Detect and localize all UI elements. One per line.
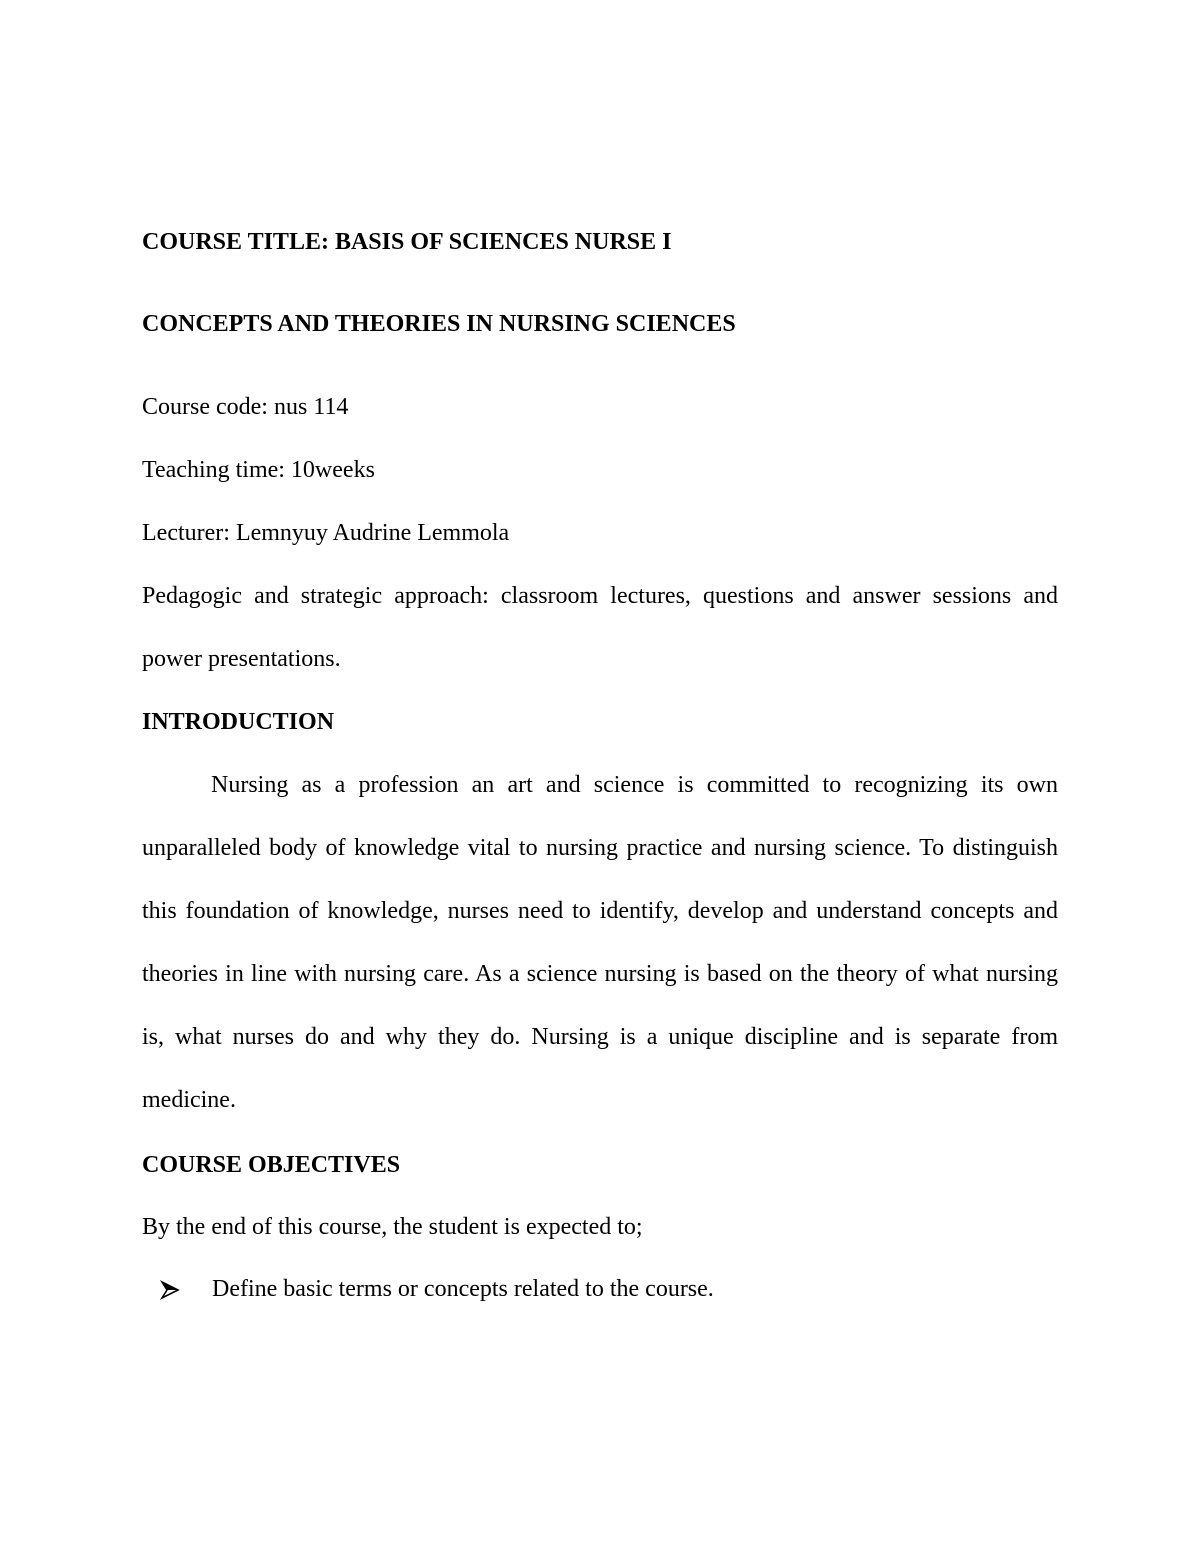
- teaching-time: Teaching time: 10weeks: [142, 457, 375, 483]
- objectives-intro: By the end of this course, the student is expected to;: [142, 1214, 643, 1240]
- arrowhead-bullet-icon: [160, 1279, 180, 1299]
- objective-list-item: [160, 1275, 714, 1303]
- document-subtitle: CONCEPTS AND THEORIES IN NURSING SCIENCES: [142, 311, 736, 337]
- introduction-heading: INTRODUCTION: [142, 709, 335, 735]
- course-objectives-heading: COURSE OBJECTIVES: [142, 1152, 401, 1178]
- course-title: COURSE TITLE: BASIS OF SCIENCES NURSE I: [142, 229, 672, 255]
- course-code: Course code: nus 114: [142, 394, 349, 420]
- pedagogic-approach: Pedagogic and strategic approach: classroom lectures, questions and answer sessions and power presentations.: [142, 583, 1058, 672]
- lecturer: Lecturer: Lemnyuy Audrine Lemmola: [142, 520, 510, 546]
- objective-text: Define basic terms or concepts related to the course.: [212, 1276, 714, 1302]
- introduction-paragraph: Nursing as a profession an art and science is committed to recognizing its own unparalleled body of knowledge vital to nursing practice and nursing science. To distinguish this foundation of knowledge, nurses need to identify, develop and understand concepts and theories in line with nursing care. As a science nursing is based on the theory of what nursing is, what nurses do and why they do. Nursing is a unique discipline and is separate from medicine.: [142, 772, 1058, 1113]
